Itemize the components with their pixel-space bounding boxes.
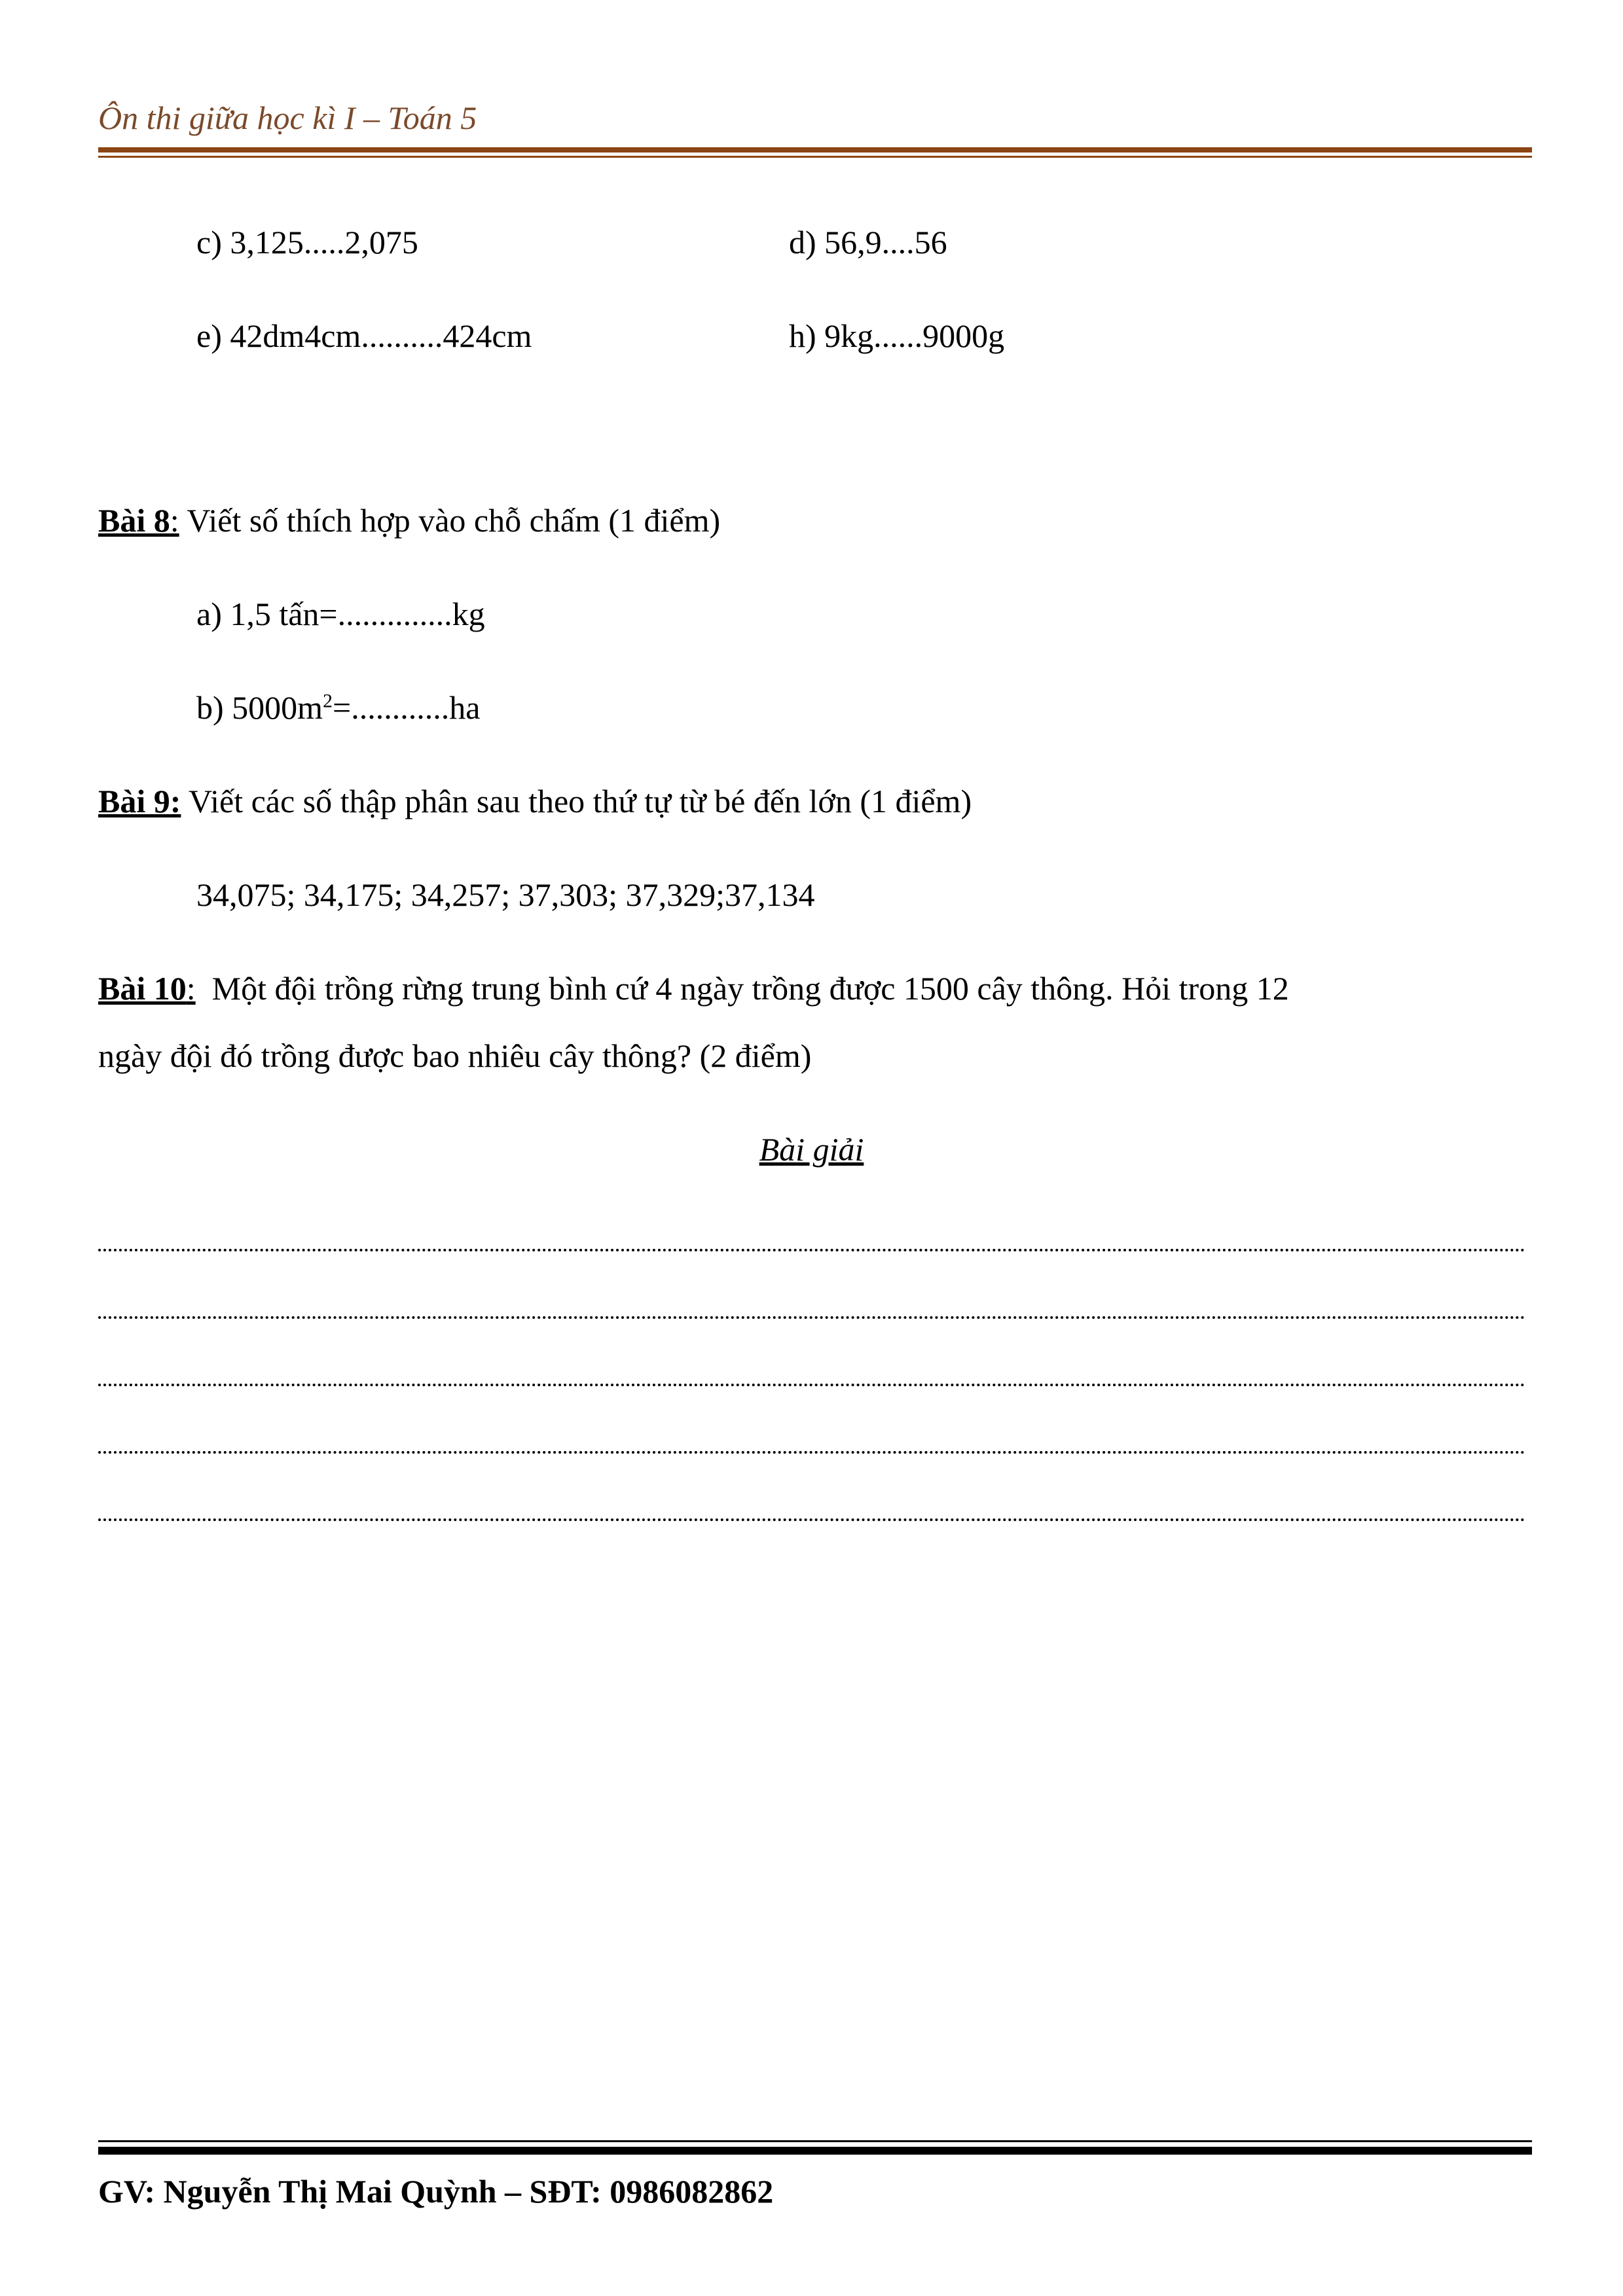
solution-title: Bài giải [759, 1131, 864, 1168]
exercise-8-label: Bài 8 [98, 502, 170, 539]
exercise-10-line-1: Một đội trồng rừng trung bình cứ 4 ngày trồng được 1500 cây thông. Hỏi trong 12 [195, 970, 1289, 1007]
compare-item-e: e) 42dm4cm..........424cm [196, 317, 532, 354]
exercise-10-heading [98, 962, 1289, 1014]
compare-item-d: d) 56,9....56 [789, 224, 947, 260]
exercise-10-label: Bài 10 [98, 970, 187, 1007]
exercise-8-colon: : [170, 502, 179, 539]
exercise-8-item-b [196, 681, 480, 734]
exercise-9-heading [98, 775, 972, 827]
answer-line-4 [98, 1451, 1525, 1454]
exercise-9-numbers: 34,075; 34,175; 34,257; 37,303; 37,329;37,134 [196, 876, 815, 913]
exercise-10-colon: : [186, 970, 196, 1007]
answer-line-3 [98, 1384, 1525, 1386]
compare-item-c: c) 3,125.....2,075 [196, 224, 418, 260]
answer-line-5 [98, 1518, 1525, 1521]
exercise-8-item-a: a) 1,5 tấn=..............kg [196, 596, 485, 632]
exercise-9-instruction: Viết các số thập phân sau theo thứ tự từ bé đến lớn (1 điểm) [181, 783, 972, 819]
footer-rule-thick [98, 2147, 1532, 2155]
page-header-title: Ôn thi giữa học kì I – Toán 5 [98, 99, 477, 136]
answer-line-2 [98, 1316, 1525, 1319]
answer-line-1 [98, 1249, 1525, 1251]
exercise-8-item-b-superscript: 2 [323, 690, 333, 712]
exercise-8-item-b-prefix: b) 5000m [196, 689, 323, 726]
exercise-10-line-2: ngày đội đó trồng được bao nhiêu cây thông? (2 điểm) [98, 1037, 812, 1074]
footer-rule-thin [98, 2140, 1532, 2142]
exercise-8-item-b-suffix: =............ha [333, 689, 481, 726]
exercise-8-heading [98, 494, 720, 547]
compare-item-h: h) 9kg......9000g [789, 317, 1005, 354]
exercise-8-instruction: Viết số thích hợp vào chỗ chấm (1 điểm) [179, 502, 721, 539]
header-rule-thin [98, 156, 1532, 158]
exercise-9-label: Bài 9: [98, 783, 181, 819]
header-rule-thick [98, 147, 1532, 152]
footer-teacher-info: GV: Nguyễn Thị Mai Quỳnh – SĐT: 0986082862 [98, 2173, 774, 2210]
